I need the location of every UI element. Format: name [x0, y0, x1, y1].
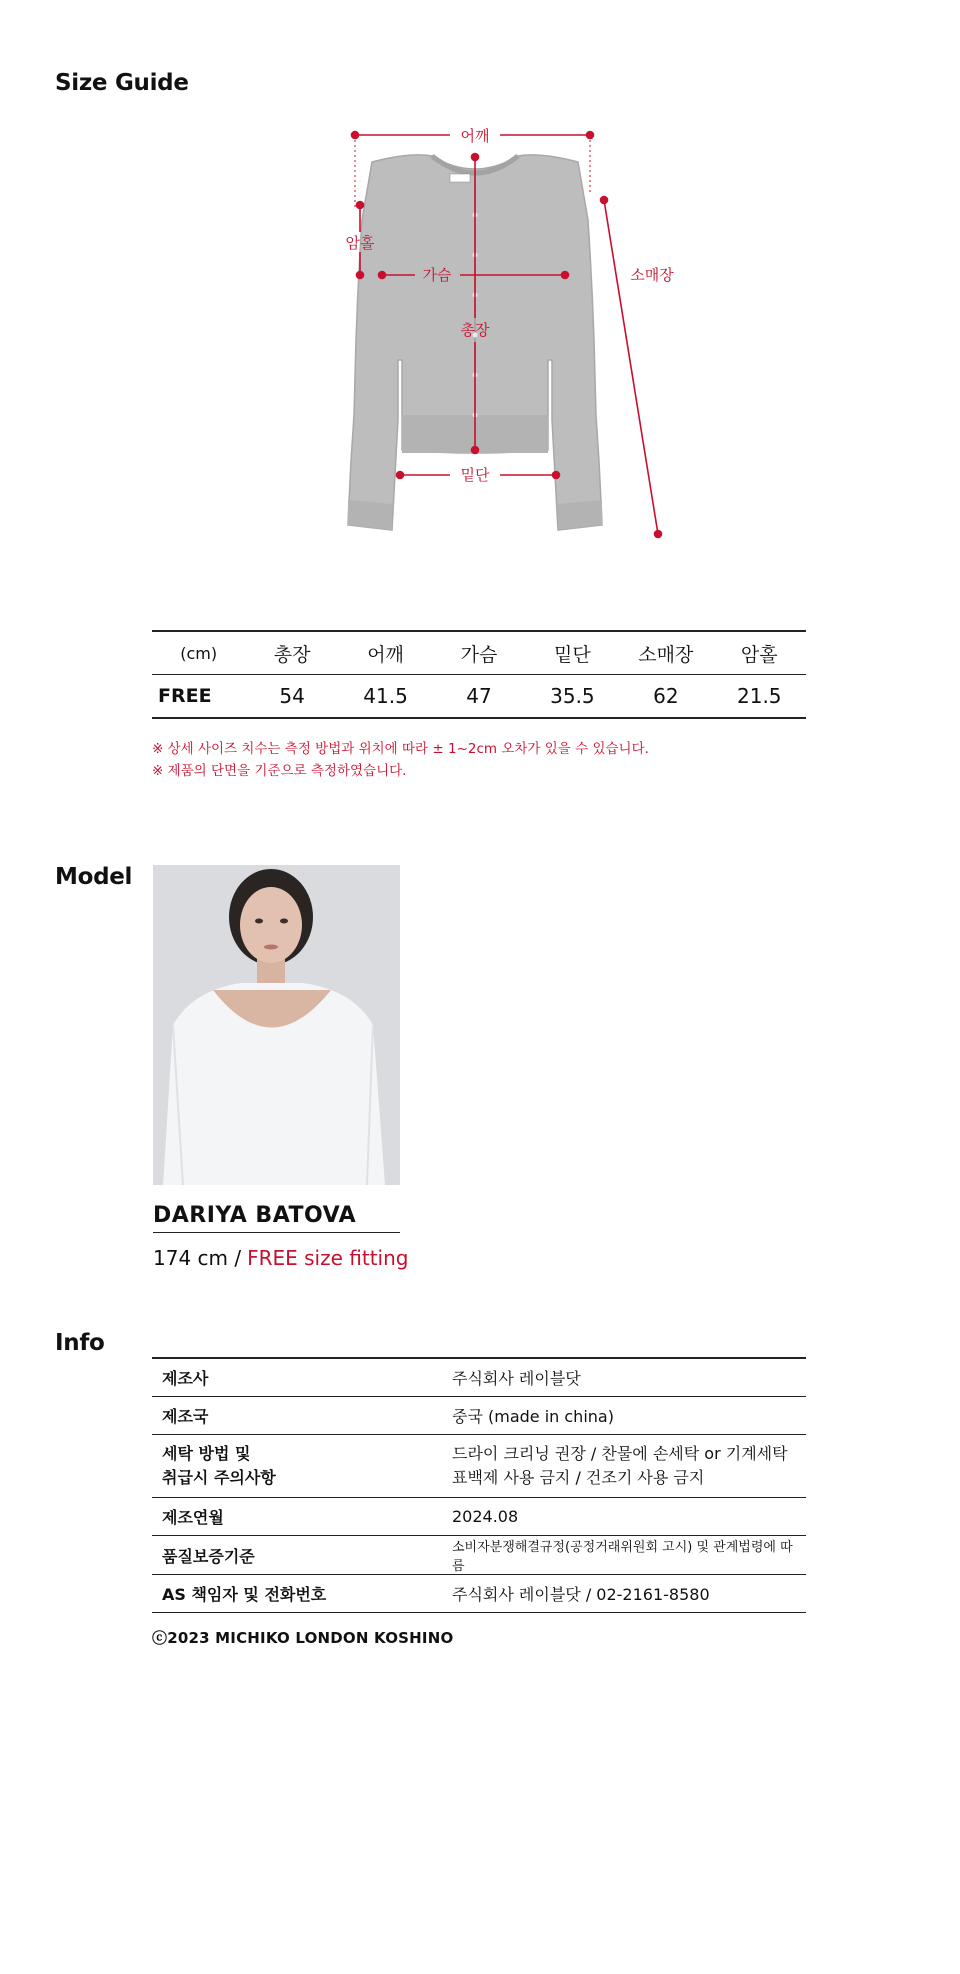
header-length: 총장 — [273, 643, 311, 666]
info-value-warranty: 소비자분쟁해결규정(공정거래위원회 고시) 및 관계법령에 따름 — [452, 1540, 793, 1574]
copyright: ⓒ2023 MICHIKO LONDON KOSHINO — [152, 1629, 454, 1647]
model-name: DARIYA BATOVA — [153, 1203, 400, 1233]
table-row — [152, 1358, 806, 1397]
size-table — [152, 630, 806, 719]
value-sleeve: 62 — [653, 684, 679, 708]
unit-label: (cm) — [180, 643, 218, 663]
table-row — [152, 1397, 806, 1435]
info-key-as: AS 책임자 및 전화번호 — [162, 1585, 327, 1604]
info-value-country: 중국 (made in china) — [452, 1407, 614, 1426]
info-key-care — [152, 1435, 442, 1498]
header-shoulder: 어깨 — [367, 643, 404, 666]
header-hem: 밑단 — [554, 643, 591, 666]
label-armhole: 암홀 — [345, 234, 375, 252]
info-value-care-line2: 표백제 사용 금지 / 건조기 사용 금지 — [452, 1468, 705, 1487]
size-label: FREE — [158, 685, 212, 707]
label-chest: 가슴 — [422, 266, 452, 284]
model-fit: FREE size fitting — [247, 1246, 409, 1270]
table-row — [152, 1435, 806, 1498]
model-height: 174 cm / — [153, 1246, 242, 1270]
info-key-manufacturer: 제조사 — [162, 1369, 209, 1388]
size-diagram — [300, 120, 700, 560]
table-row — [152, 1536, 806, 1575]
size-note-method: ※ 제품의 단면을 기준으로 측정하였습니다. — [152, 763, 407, 779]
value-hem: 35.5 — [550, 684, 595, 708]
size-table-header — [152, 631, 806, 675]
header-armhole: 암홀 — [740, 643, 778, 666]
model-photo-illustration — [153, 865, 400, 1185]
info-value-manufacturer: 주식회사 레이블닷 — [452, 1369, 581, 1388]
table-row — [152, 1575, 806, 1613]
info-key-country: 제조국 — [162, 1407, 209, 1426]
label-shoulder: 어깨 — [460, 127, 490, 145]
info-value-care — [442, 1435, 806, 1498]
info-key-date: 제조연월 — [162, 1508, 224, 1527]
table-row — [152, 1498, 806, 1536]
model-title: Model — [55, 864, 133, 890]
info-key-care-line2: 취급시 주의사항 — [162, 1468, 276, 1487]
model-size-info — [153, 1246, 409, 1270]
info-title: Info — [55, 1330, 105, 1356]
table-row — [152, 675, 806, 719]
header-sleeve: 소매장 — [638, 643, 694, 666]
label-hem: 밑단 — [460, 466, 490, 484]
info-table — [152, 1357, 806, 1613]
label-length: 총장 — [460, 321, 490, 339]
value-shoulder: 41.5 — [363, 684, 408, 708]
label-sleeve: 소매장 — [630, 266, 674, 284]
header-chest: 가슴 — [460, 643, 498, 666]
value-chest: 47 — [466, 684, 492, 708]
size-guide-title: Size Guide — [55, 70, 189, 96]
model-photo — [153, 865, 400, 1185]
info-value-date: 2024.08 — [452, 1507, 519, 1526]
info-value-as: 주식회사 레이블닷 / 02-2161-8580 — [452, 1585, 710, 1604]
info-value-care-line1: 드라이 크리닝 권장 / 찬물에 손세탁 or 기계세탁 — [452, 1444, 788, 1463]
info-key-warranty: 품질보증기준 — [162, 1546, 255, 1566]
size-note-tolerance: ※ 상세 사이즈 치수는 측정 방법과 위치에 따라 ± 1~2cm 오차가 있을 수 있습니다. — [152, 741, 649, 757]
value-length: 54 — [279, 684, 305, 708]
value-armhole: 21.5 — [737, 684, 782, 708]
info-key-care-line1: 세탁 방법 및 — [162, 1444, 251, 1463]
